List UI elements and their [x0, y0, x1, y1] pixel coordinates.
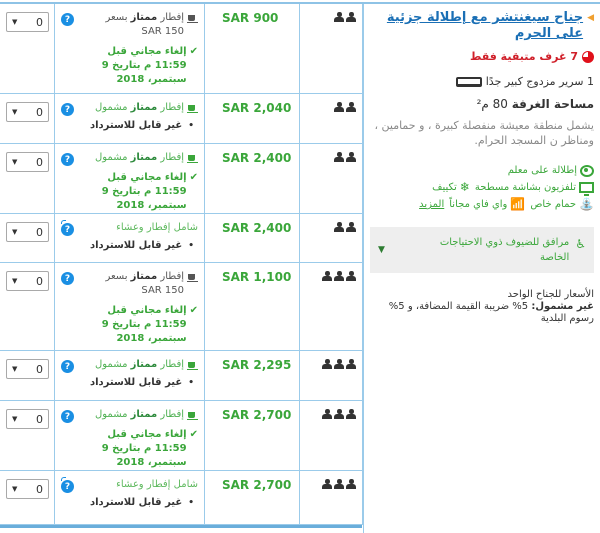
- quantity-value: 0: [36, 482, 43, 496]
- occupancy-cell: [300, 401, 363, 470]
- dropdown-arrow-icon: ▼: [12, 485, 18, 493]
- non-refundable: [76, 376, 198, 390]
- facility-view-label: إطلالة على معلم: [507, 165, 577, 176]
- price-cell: [205, 351, 300, 400]
- rooms-left-text: 7 غرف متبقية فقط: [469, 50, 578, 63]
- eye-icon: [580, 165, 594, 177]
- person-icon: [334, 359, 344, 370]
- meal-quality: ممتاز: [130, 359, 158, 370]
- quantity-value: 0: [36, 274, 43, 288]
- occupancy-cell: [300, 263, 363, 350]
- non-refundable: [76, 496, 198, 510]
- conditions-cell: [55, 471, 205, 524]
- accessibility-label: مرافق للضيوف ذوي الاحتياجات الخاصة: [439, 237, 570, 263]
- meal-prefix: إفطار: [160, 359, 184, 370]
- free-cancellation: [76, 45, 198, 87]
- facility-bathroom-label: حمام خاص: [530, 199, 577, 210]
- room-name-link[interactable]: جناح سيغنتشر مع إطلالة جزئية على الحرم: [386, 10, 584, 41]
- person-icon: [322, 479, 332, 490]
- person-icon: [334, 479, 344, 490]
- bullet-icon: •: [188, 378, 194, 388]
- quantity-cell: [0, 94, 55, 143]
- dropdown-arrow-icon: ▼: [12, 277, 18, 285]
- bed-info: [372, 75, 594, 88]
- checkmark-icon: ✔: [189, 172, 198, 183]
- occupancy-icons: [334, 12, 356, 23]
- facility-ac-label: تكييف: [432, 182, 457, 193]
- help-icon[interactable]: ?: [61, 480, 74, 493]
- not-included-label: غير مشمول:: [531, 301, 594, 312]
- person-icon: [334, 102, 344, 113]
- price-note: [372, 289, 594, 325]
- breakfast-info: [76, 408, 198, 422]
- room-info-cell: [363, 4, 600, 533]
- facility-wifi: [449, 196, 525, 213]
- conditions-cell: [55, 401, 205, 470]
- price-cell: [205, 144, 300, 213]
- meal-quality: ممتاز: [130, 12, 158, 23]
- breakfast-price: SAR 150: [141, 26, 184, 37]
- room-quantity-select[interactable]: [6, 102, 49, 122]
- tv-icon: [579, 182, 594, 193]
- conditions-cell: [55, 144, 205, 213]
- table-bottom-border: [0, 525, 362, 528]
- price-cell: [205, 263, 300, 350]
- room-quantity-select[interactable]: [6, 359, 49, 379]
- person-icon: [346, 479, 356, 490]
- room-quantity-select[interactable]: [6, 152, 49, 172]
- quantity-value: 0: [36, 225, 43, 239]
- coffee-cup-icon: [187, 409, 198, 420]
- dropdown-arrow-icon: ▼: [12, 108, 18, 116]
- meal-included: مشمول: [94, 152, 128, 163]
- more-facilities-link[interactable]: المزيد: [419, 199, 445, 210]
- occupancy-icons: [334, 222, 356, 233]
- conditions-cell: [55, 214, 205, 262]
- free-cancellation-text: إلغاء مجاني قبل 11:59 م بتاريخ 9 سبتمبر، 2018: [101, 46, 187, 85]
- occupancy-cell: [300, 94, 363, 143]
- occupancy-cell: [300, 144, 363, 213]
- shower-icon: ⛲: [579, 197, 594, 211]
- occupancy-cell: [300, 351, 363, 400]
- person-icon: [346, 152, 356, 163]
- quantity-value: 0: [36, 15, 43, 29]
- price-value: SAR 2,400: [222, 221, 292, 235]
- room-title: [372, 10, 594, 42]
- occupancy-icons: [334, 152, 356, 163]
- facility-ac: [432, 179, 470, 196]
- coffee-cup-icon: [187, 271, 198, 282]
- meal-included: مشمول: [94, 409, 128, 420]
- free-cancellation: [76, 171, 198, 213]
- breakfast-info: [76, 358, 198, 372]
- non-refundable: [76, 239, 198, 253]
- quantity-value: 0: [36, 105, 43, 119]
- room-quantity-select[interactable]: [6, 271, 49, 291]
- price-value: SAR 2,700: [222, 478, 292, 492]
- rate-row: [0, 94, 363, 144]
- snowflake-icon: ❄: [459, 180, 470, 194]
- occupancy-icons: [322, 479, 356, 490]
- half-board-info: شامل إفطار وعشاء: [116, 222, 198, 233]
- person-icon: [322, 359, 332, 370]
- rate-row: [0, 4, 363, 94]
- non-refundable-text: غير قابل للاسترداد: [89, 377, 183, 388]
- help-icon[interactable]: ?: [61, 223, 74, 236]
- conditions-cell: [55, 263, 205, 350]
- scarcity-pie-icon: [582, 51, 594, 63]
- rate-row: [0, 263, 363, 351]
- price-cell: [205, 214, 300, 262]
- occupancy-icons: [334, 102, 356, 113]
- rate-row: [0, 401, 363, 471]
- bed-text: 1 سرير مزدوج كبير جدًا: [485, 75, 594, 88]
- dropdown-arrow-icon: ▼: [12, 415, 18, 423]
- breakfast-info: [76, 270, 198, 284]
- coffee-cup-icon: [187, 152, 198, 163]
- rate-row: [0, 351, 363, 401]
- occupancy-icons: [322, 409, 356, 420]
- room-area: [372, 97, 594, 111]
- meal-price-word: بسعر: [105, 271, 128, 282]
- person-icon: [322, 271, 332, 282]
- person-icon: [346, 409, 356, 420]
- price-note-per-suite: الأسعار للجناح الواحد: [507, 289, 594, 300]
- conditions-cell: [55, 94, 205, 143]
- facilities-list: [372, 162, 594, 213]
- not-included-text: 5% ضريبة القيمة المضافة، و 5% رسوم البلدية: [388, 301, 594, 324]
- breakfast-info: [76, 151, 198, 165]
- facility-wifi-label: واي فاي مجاناً: [449, 199, 508, 210]
- room-quantity-select[interactable]: [6, 479, 49, 499]
- meal-quality: ممتاز: [130, 409, 158, 420]
- facility-view: [508, 162, 594, 179]
- meal-quality: ممتاز: [130, 102, 158, 113]
- breakfast-info: [76, 101, 198, 115]
- meal-prefix: إفطار: [160, 271, 184, 282]
- half-board-info: شامل إفطار وعشاء: [116, 479, 198, 490]
- room-description: يشمل منطقة معيشة منفصلة كبيرة ، و حمامين ، ومناظر ن المسجد الحرام.: [374, 119, 594, 147]
- person-icon: [334, 12, 344, 23]
- free-cancellation-text: إلغاء مجاني قبل 11:59 م بتاريخ 9 سبتمبر، 2018: [101, 305, 187, 344]
- occupancy-icons: [322, 271, 356, 282]
- person-icon: [346, 102, 356, 113]
- bullet-icon: •: [188, 121, 194, 131]
- person-icon: [346, 222, 356, 233]
- room-quantity-select[interactable]: [6, 409, 49, 429]
- help-icon[interactable]: ?: [61, 153, 74, 166]
- breakfast-price: SAR 150: [141, 285, 184, 296]
- price-value: SAR 2,400: [222, 151, 292, 165]
- conditions-cell: [55, 4, 205, 93]
- meal-included: مشمول: [94, 359, 128, 370]
- free-cancellation: [76, 304, 198, 346]
- occupancy-icons: [322, 359, 356, 370]
- facility-tv: [475, 179, 594, 196]
- person-icon: [334, 152, 344, 163]
- person-icon: [334, 271, 344, 282]
- non-refundable-text: غير قابل للاسترداد: [89, 120, 183, 131]
- room-quantity-select[interactable]: [6, 12, 49, 32]
- facility-tv-label: تلفزيون بشاشة مسطحة: [474, 182, 576, 193]
- quantity-cell: [0, 214, 55, 262]
- triangle-arrow-icon: ◀: [587, 13, 594, 23]
- price-value: SAR 2,295: [222, 358, 292, 372]
- conditions-cell: [55, 351, 205, 400]
- price-value: SAR 2,040: [222, 101, 292, 115]
- occupancy-cell: [300, 4, 363, 93]
- meal-quality: ممتاز: [130, 152, 158, 163]
- person-icon: [346, 12, 356, 23]
- help-icon[interactable]: ?: [61, 360, 74, 373]
- price-value: SAR 900: [222, 11, 279, 25]
- quantity-value: 0: [36, 412, 43, 426]
- dropdown-arrow-icon: ▼: [12, 365, 18, 373]
- coffee-cup-icon: [187, 102, 198, 113]
- meal-quality: ممتاز: [130, 271, 158, 282]
- free-cancellation-text: إلغاء مجاني قبل 11:59 م بتاريخ 9 سبتمبر، 2018: [101, 429, 187, 468]
- quantity-cell: [0, 401, 55, 470]
- person-icon: [346, 271, 356, 282]
- person-icon: [322, 409, 332, 420]
- coffee-cup-icon: [187, 12, 198, 23]
- help-icon[interactable]: ?: [61, 13, 74, 26]
- meal-prefix: إفطار: [160, 12, 184, 23]
- coffee-cup-icon: [187, 359, 198, 370]
- quantity-cell: [0, 471, 55, 524]
- checkmark-icon: ✔: [189, 305, 198, 316]
- free-cancellation-text: إلغاء مجاني قبل 11:59 م بتاريخ 9 سبتمبر، 2018: [101, 172, 187, 211]
- free-cancellation: [76, 428, 198, 470]
- help-icon[interactable]: ?: [61, 103, 74, 116]
- quantity-cell: [0, 263, 55, 350]
- meal-included: مشمول: [94, 102, 128, 113]
- wifi-icon: 📶: [510, 197, 526, 211]
- bed-icon: [456, 77, 482, 87]
- dropdown-arrow-icon: ▼: [12, 18, 18, 26]
- wheelchair-icon: ♿: [575, 237, 586, 251]
- person-icon: [334, 409, 344, 420]
- price-cell: [205, 4, 300, 93]
- quantity-cell: [0, 4, 55, 93]
- meal-prefix: إفطار: [160, 102, 184, 113]
- price-value: SAR 2,700: [222, 408, 292, 422]
- rate-row: [0, 144, 363, 214]
- non-refundable: [76, 119, 198, 133]
- dropdown-arrow-icon: ▼: [12, 158, 18, 166]
- quantity-cell: [0, 144, 55, 213]
- occupancy-cell: [300, 471, 363, 524]
- person-icon: [334, 222, 344, 233]
- checkmark-icon: ✔: [189, 429, 198, 440]
- bullet-icon: •: [188, 241, 194, 251]
- dropdown-arrow-icon: ▼: [12, 228, 18, 236]
- price-cell: [205, 94, 300, 143]
- help-icon[interactable]: ?: [61, 410, 74, 423]
- quantity-cell: [0, 351, 55, 400]
- quantity-value: 0: [36, 362, 43, 376]
- price-cell: [205, 471, 300, 524]
- meal-prefix: إفطار: [160, 409, 184, 420]
- caret-down-icon[interactable]: ▼: [378, 245, 385, 255]
- meal-price-word: بسعر: [105, 12, 128, 23]
- area-label: مساحة الغرفة: [511, 97, 594, 111]
- facility-bathroom: [530, 196, 594, 213]
- price-value: SAR 1,100: [222, 270, 292, 284]
- area-value: 80 م²: [476, 97, 508, 111]
- breakfast-info: [76, 11, 198, 25]
- bullet-icon: •: [188, 498, 194, 508]
- rate-row: [0, 471, 363, 525]
- rate-row: [0, 214, 363, 263]
- checkmark-icon: ✔: [189, 46, 198, 57]
- accessibility-expander[interactable]: [370, 227, 594, 273]
- help-icon[interactable]: ?: [61, 272, 74, 285]
- meal-prefix: إفطار: [160, 152, 184, 163]
- quantity-value: 0: [36, 155, 43, 169]
- room-quantity-select[interactable]: [6, 222, 49, 242]
- non-refundable-text: غير قابل للاسترداد: [89, 240, 183, 251]
- person-icon: [346, 359, 356, 370]
- occupancy-cell: [300, 214, 363, 262]
- rooms-left-badge: [372, 50, 594, 63]
- non-refundable-text: غير قابل للاسترداد: [89, 497, 183, 508]
- price-cell: [205, 401, 300, 470]
